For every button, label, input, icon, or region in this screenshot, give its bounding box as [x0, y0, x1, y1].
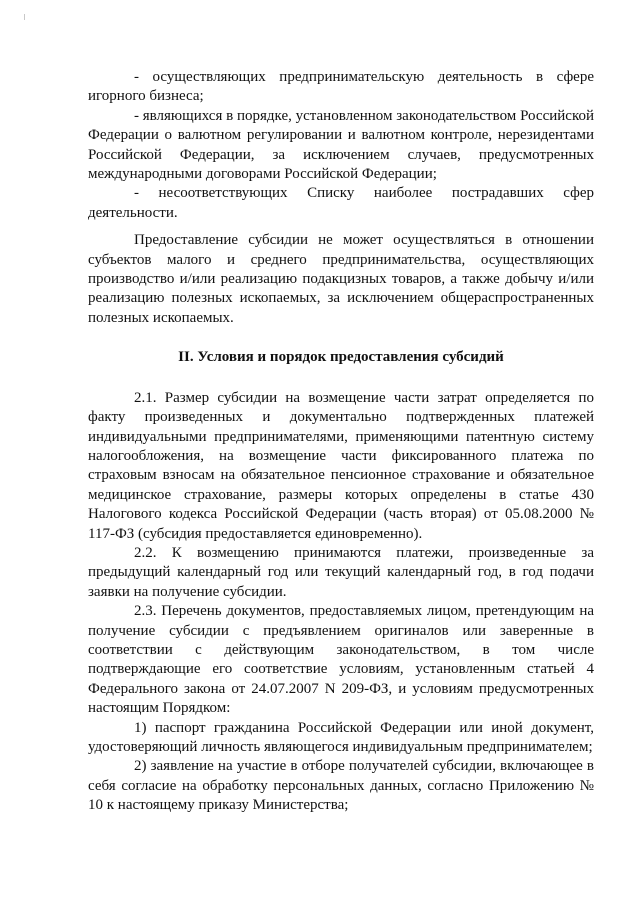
list-item-nonresidents: - являющихся в порядке, установленном законодательством Российской Федерации о валютном регулировании и валютном контроле, нерезидентами Российской Федерации, за исключением случаев, предусмотренных международными договорами Российской Федерации;	[88, 107, 594, 183]
document-text	[88, 68, 594, 816]
clause-2-3-item-passport: 1) паспорт гражданина Российской Федерации или иной документ, удостоверяющий личность являющегося индивидуальным предпринимателем;	[88, 719, 594, 755]
list-item-affected-sectors: - несоответствующих Списку наиболее пострадавших сфер деятельности.	[88, 185, 594, 221]
paragraph-restriction: Предоставление субсидии не может осуществляться в отношении субъектов малого и среднего предпринимательства, осуществляющих производство и/или реализацию подакцизных товаров, а также добычу и/или реализацию полезных ископаемых, за исключением общераспространенных полезных ископаемых.	[88, 232, 594, 326]
paragraph-gap	[88, 223, 594, 231]
section-title: II. Условия и порядок предоставления субсидий	[178, 349, 504, 366]
clause-2-1: 2.1. Размер субсидии на возмещение части затрат определяется по факту произведенных и документально подтвержденных платежей индивидуальными предпринимателями, применяющими патентную систему налогообложения, на возмещение части фиксированного платежа по страховым взносам на обязательное пенсионное страхование и обязательное медицинское страхование, размеры которых определены в статье 430 Налогового кодекса Российской Федерации (часть вторая) от 05.08.2000 № 117-ФЗ (субсидия предоставляется единовременно).	[88, 389, 594, 542]
clause-2-3: 2.3. Перечень документов, предоставляемых лицом, претендующим на получение субсидии с предъявлением оригиналов или заверенные в соответствии с действующим законодательством, в том числе подтверждающие его соответствие условиям, установленным статьей 4 Федерального закона от 24.07.2007 N 209-ФЗ, и условиям предусмотренных настоящим Порядком:	[88, 603, 594, 717]
clause-2-3-item-application: 2) заявление на участие в отборе получателей субсидии, включающее в себя согласие на обработку персональных данных, согласно Приложению № 10 к настоящему приказу Министерства;	[88, 758, 594, 814]
list-item-gambling: - осуществляющих предпринимательскую деятельность в сфере игорного бизнеса;	[88, 69, 594, 105]
clause-2-2: 2.2. К возмещению принимаются платежи, произведенные за предыдущий календарный год или текущий календарный год, в год подачи заявки на получение субсидии.	[88, 544, 594, 600]
scan-mark	[24, 14, 28, 20]
